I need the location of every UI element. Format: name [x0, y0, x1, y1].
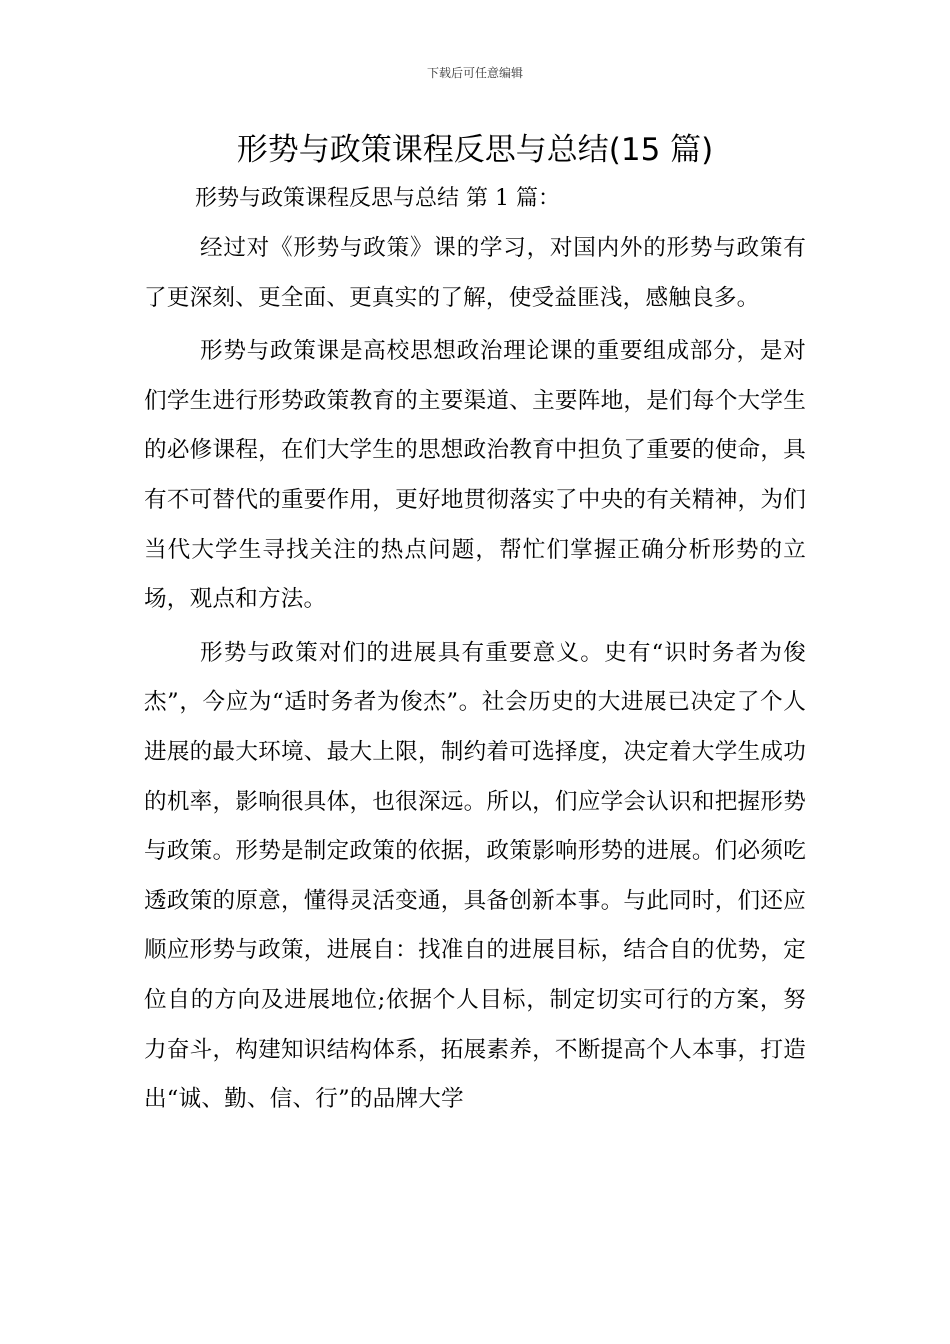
- paragraph-2: 形势与政策课是高校思想政治理论课的重要组成部分，是对们学生进行形势政策教育的主要渠道、主要阵地，是们每个大学生的必修课程，在们大学生的思想政治教育中担负了重要的使命，具有不可替代的重要作用，更好地贯彻落实了中央的有关精神，为们当代大学生寻找关注的热点问题，帮忙们掌握正确分析形势的立场，观点和方法。: [144, 338, 806, 613]
- header-note: 下载后可任意编辑: [426, 66, 523, 80]
- document-body: [144, 224, 806, 1129]
- paragraph-1: 经过对《形势与政策》课的学习，对国内外的形势与政策有了更深刻、更全面、更真实的了解，使受益匪浅，感触良多。: [144, 235, 806, 311]
- section-heading: 形势与政策课程反思与总结 第 1 篇：: [195, 186, 560, 211]
- paragraph-3: 形势与政策对们的进展具有重要意义。史有“识时务者为俊杰”，今应为“适时务者为俊杰”。社会历史的大进展已决定了个人进展的最大环境、最大上限，制约着可选择度，决定着大学生成功的机率，影响很具体，也很深远。所以，们应学会认识和把握形势与政策。形势是制定政策的依据，政策影响形势的进展。们必须吃透政策的原意，懂得灵活变通，具备创新本事。与此同时，们还应顺应形势与政策，进展自：找准自的进展目标，结合自的优势，定位自的方向及进展地位;依据个人目标，制定切实可行的方案，努力奋斗，构建知识结构体系，拓展素养，不断提高个人本事，打造出“诚、勤、信、行”的品牌大学: [144, 639, 806, 1113]
- document-title: 形势与政策课程反思与总结(15 篇): [236, 132, 714, 168]
